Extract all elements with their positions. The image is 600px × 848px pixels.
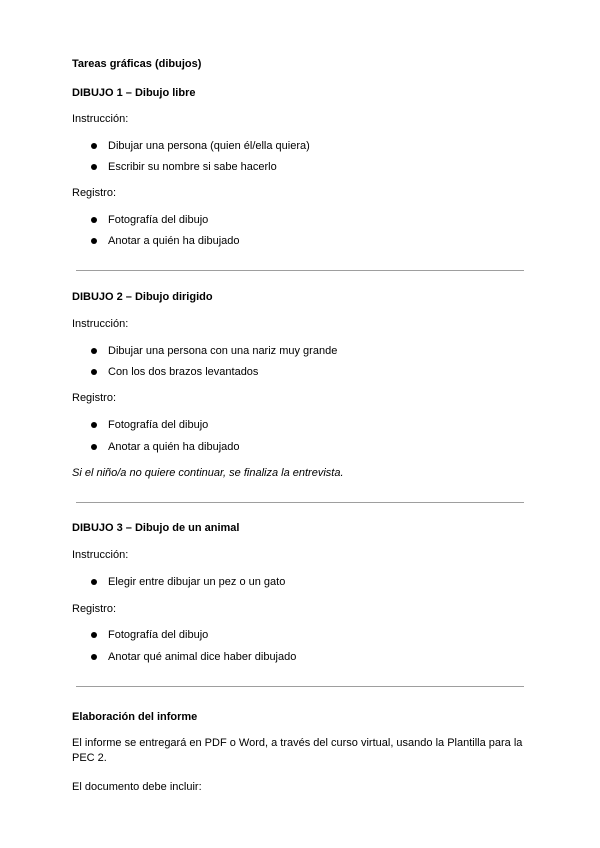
- section-heading-dibujo-1: DIBUJO 1 – Dibujo libre: [72, 87, 196, 99]
- bullet-icon: [91, 238, 97, 244]
- bullet-icon: [91, 654, 97, 660]
- page-title: Tareas gráficas (dibujos): [72, 58, 202, 70]
- list-item: Dibujar una persona (quien él/ella quiera): [108, 140, 310, 152]
- list-item: Anotar qué animal dice haber dibujado: [108, 651, 297, 663]
- informe-paragraph: El informe se entregará en PDF o Word, a través del curso virtual, usando la Plantilla para la PEC 2.: [72, 737, 523, 764]
- list-item: Anotar a quién ha dibujado: [108, 235, 240, 247]
- bullet-icon: [91, 369, 97, 375]
- list-item: Fotografía del dibujo: [108, 629, 209, 641]
- list-item: Anotar a quién ha dibujado: [108, 441, 240, 453]
- informe-includes: El documento debe incluir:: [72, 781, 202, 793]
- bullet-icon: [91, 348, 97, 354]
- section-divider: [76, 270, 524, 271]
- list-item: Fotografía del dibujo: [108, 419, 209, 431]
- instruccion-label: Instrucción:: [72, 318, 129, 330]
- bullet-icon: [91, 422, 97, 428]
- registro-label: Registro:: [72, 187, 117, 199]
- informe-heading: Elaboración del informe: [72, 711, 198, 723]
- list-item: Fotografía del dibujo: [108, 214, 209, 226]
- list-item: Con los dos brazos levantados: [108, 366, 259, 378]
- section-heading-dibujo-2: DIBUJO 2 – Dibujo dirigido: [72, 291, 213, 303]
- bullet-icon: [91, 444, 97, 450]
- list-item: Elegir entre dibujar un pez o un gato: [108, 576, 286, 588]
- section-heading-dibujo-3: DIBUJO 3 – Dibujo de un animal: [72, 522, 240, 534]
- registro-label: Registro:: [72, 603, 117, 615]
- bullet-icon: [91, 632, 97, 638]
- section-divider: [76, 686, 524, 687]
- instruccion-label: Instrucción:: [72, 549, 129, 561]
- registro-label: Registro:: [72, 392, 117, 404]
- section-divider: [76, 502, 524, 503]
- bullet-icon: [91, 217, 97, 223]
- instruccion-label: Instrucción:: [72, 113, 129, 125]
- list-item: Escribir su nombre si sabe hacerlo: [108, 161, 277, 173]
- note-text: Si el niño/a no quiere continuar, se finaliza la entrevista.: [72, 467, 344, 479]
- bullet-icon: [91, 579, 97, 585]
- bullet-icon: [91, 143, 97, 149]
- list-item: Dibujar una persona con una nariz muy grande: [108, 345, 338, 357]
- bullet-icon: [91, 164, 97, 170]
